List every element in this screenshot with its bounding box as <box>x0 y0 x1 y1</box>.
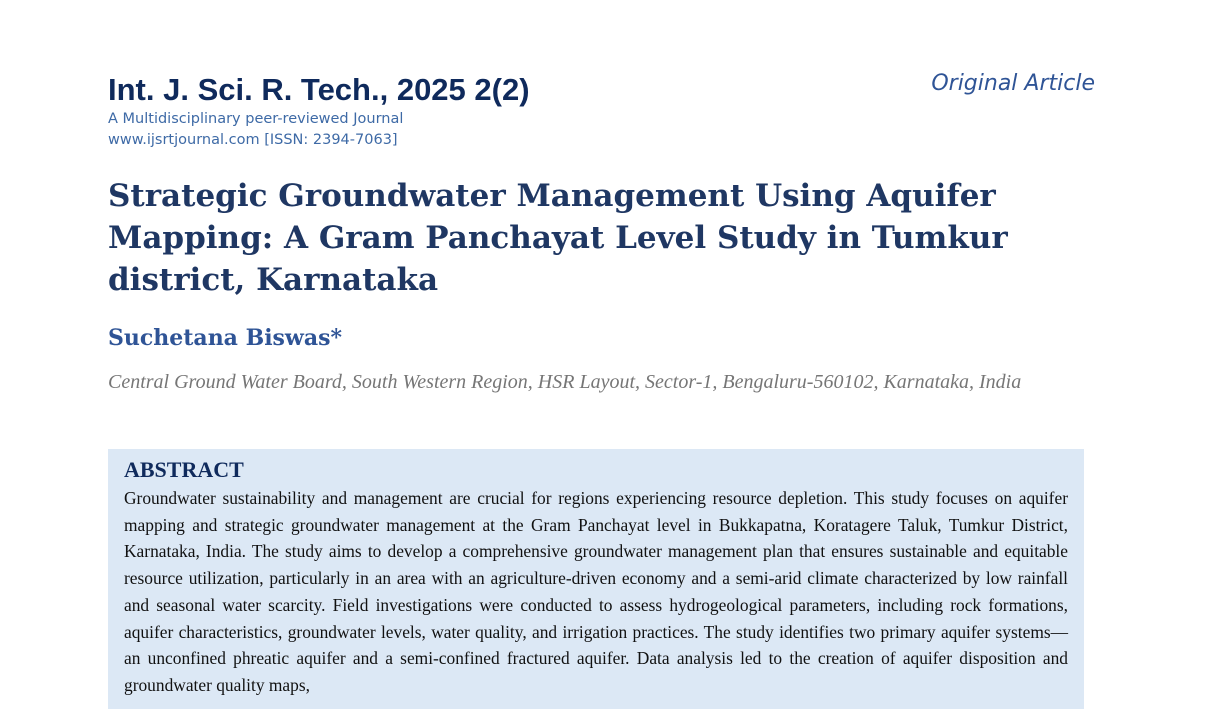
article-type-label: Original Article <box>931 71 1095 96</box>
journal-subtitle: A Multidisciplinary peer-reviewed Journal <box>108 111 404 127</box>
abstract-section <box>108 449 1084 709</box>
journal-title: Int. J. Sci. R. Tech., 2025 2(2) <box>108 72 530 107</box>
author-affiliation: Central Ground Water Board, South Western Region, HSR Layout, Sector-1, Bengaluru-560102, Karnataka, India <box>108 371 1022 393</box>
abstract-heading: ABSTRACT <box>124 457 244 482</box>
paper-title: Strategic Groundwater Management Using Aquifer Mapping: A Gram Panchayat Level Study in Tumkur district, Karnataka <box>108 178 1008 298</box>
author-name: Suchetana Biswas* <box>108 325 343 351</box>
journal-url-issn[interactable]: www.ijsrtjournal.com [ISSN: 2394-7063] <box>108 132 398 148</box>
abstract-text: Groundwater sustainability and management are crucial for regions experiencing resource depletion. This study focuses on aquifer mapping and strategic groundwater management at the Gram Panchayat level in Bukkapatna, Koratagere Taluk, Tumkur District, Karnataka, India. The study aims to develop a comprehensive groundwater management plan that ensures sustainable and equitable resource utilization, particularly in an area with an agriculture-driven economy and a semi-arid climate characterized by low rainfall and seasonal water scarcity. Field investigations were conducted to assess hydrogeological parameters, including rock formations, aquifer characteristics, groundwater levels, water quality, and irrigation practices. The study identifies two primary aquifer systems—an unconfined phreatic aquifer and a semi-confined fractured aquifer. Data analysis led to the creation of aquifer disposition and groundwater quality maps, <box>124 488 1068 695</box>
